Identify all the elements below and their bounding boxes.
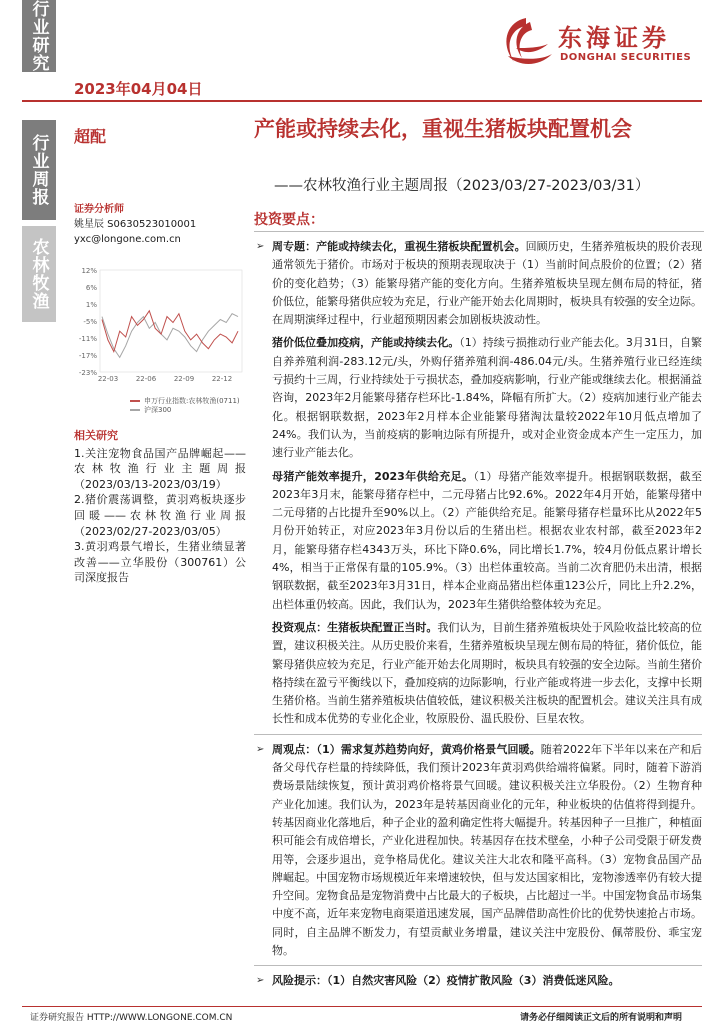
analyst-name: 姚星辰 S0630523010001	[74, 219, 197, 230]
paragraph-weekly-topic: ➢ 周专题：产能或持续去化，重视生猪板块配置机会。回顾历史，生猪养殖板块的股价表现通常领先于猪价。市场对于板块的预期表现取决于（1）当前时间点股价的位置；（2）猪价的变化趋势；（3）能繁母猪产能的变化方向。生猪养殖板块呈现左侧布局的特征，猪价低位，能繁母猪供应较为充足，行业产能开始去化周期时，板块具有较强的安全边际。在周期演绎过程中，行业超预期因素会加剧板块波动性。	[254, 238, 702, 329]
y-tick-label: -5%	[83, 318, 97, 326]
header-divider	[22, 100, 702, 102]
paragraph-capacity: 猪价低位叠加疫病，产能或持续去化。（1）持续亏损推动行业产能去化。3月31日，自繁自养养殖利润-283.12元/头，外购仔猪养殖利润-486.04元/头。生猪养殖行业已经连续亏损约十三周，行业持续处于亏损状态，叠加疫病影响，行业产能或继续去化。根据涌益咨询，2023年2月能繁母猪存栏环比-1.84%，降幅有所扩大。（2）疫病加速行业产能去化。根据钢联数据，2023年2月样本企业能繁母猪淘汰量较2022年10月低点增加了24%。我们认为，当前疫病的影响边际有所提升，或对企业资金成本产生一定压力，加速行业产能去化。	[272, 336, 702, 460]
x-tick-label: 22-12	[211, 375, 233, 383]
report-title: 产能或持续去化，重视生猪板块配置机会	[254, 117, 632, 141]
legend-label-agri: 申万行业指数:农林牧渔(0711)	[144, 397, 240, 405]
related-heading: 相关研究	[74, 429, 118, 442]
analyst-heading: 证券分析师	[74, 204, 124, 215]
analyst-email[interactable]: yxc@longone.com.cn	[74, 234, 181, 245]
footer-divider	[22, 1006, 702, 1007]
paragraph-risk: ➢ 风险提示：（1）自然灾害风险（2）疫情扩散风险（3）消费低迷风险。	[254, 972, 702, 990]
related-item[interactable]: 2.猪价震荡调整，黄羽鸡板块逐步回暖——农林牧渔行业周报（2023/02/27-2023/03/05）	[74, 493, 246, 538]
x-tick-label: 22-06	[135, 375, 157, 383]
paragraph-weekly-view: ➢ 周观点：（1）需求复苏趋势向好，黄鸡价格景气回暖。随着2022年下半年以来在产和后备父母代存栏量的持续降低，我们预计2023年黄羽鸡供给端将偏紧。同时，随着下游消费场景陆续恢复，预计黄羽鸡价格将景气回暖。建议积极关注立华股份。（2）生物育种产业化加速。我们认为，2023年是转基因商业化的元年，种业板块的估值将得到提升。转基因商业化落地后，种子企业的盈利确定性将大幅提升。转基因种子一旦推广，种植面积可能会有成倍增长，产业化进程加快。转基因存在技术壁垒，小种子公司受限于研发费用等，会逐步退出，竞争格局优化。建议关注大北农和隆平高科。（3）宠物食品国产品牌崛起。中国宠物市场规模近年来增速较快，但与发达国家相比，宠物渗透率仍有较大提升空间。宠物食品是宠物消费中占比最大的子板块，占比超过一半。中国宠物食品市场集中度不高，近年来宠物电商渠道迅速发展，国产品牌借助高性价比的优势快速抢占市场。同时，自主品牌不断发力，有望贡献业务增量，建议关注中宠股份、佩蒂股份、乖宝宠物。	[254, 741, 702, 961]
x-tick-label: 22-03	[97, 375, 119, 383]
series-line-agri	[102, 311, 238, 352]
tag-industry-weekly: 行业周报	[22, 120, 56, 220]
legend-item-hs300	[130, 405, 171, 415]
logo-wave-icon	[496, 14, 556, 74]
legend-label-hs300: 沪深300	[144, 406, 172, 414]
report-subtitle: ——农林牧渔行业主题周报（2023/03/27-2023/03/31）	[274, 178, 650, 194]
y-tick-label: 6%	[85, 284, 97, 292]
tag-industry-research: 行业研究	[22, 0, 56, 72]
index-performance-chart	[74, 264, 246, 414]
key-points-heading: 投资要点：	[254, 212, 324, 228]
y-tick-label: -11%	[78, 335, 97, 343]
footer-website[interactable]: 证券研究报告 HTTP://WWW.LONGONE.COM.CN	[30, 1013, 233, 1023]
related-research	[74, 428, 246, 586]
legend-swatch-agri	[130, 400, 140, 402]
key-points-divider	[254, 231, 704, 232]
main-content	[254, 238, 702, 996]
paragraph-supply: 母猪产能效率提升，2023年供给充足。（1）母猪产能效率提升。根据钢联数据，截至2023年3月末，能繁母猪存栏中，二元母猪占比92.6%。2022年4月开始，能繁母猪中二元母猪的占比提升至90%以上。（2）产能供给充足。能繁母猪存栏量环比从2022年5月份开始转正，对应2023年3月份以后的生猪出栏。根据农业农村部，截至2023年2月，能繁母猪存栏4343万头，环比下降0.6%，同比增长1.7%，较4月份低点累计增长4%，相当于正常保有量的105.9%。（3）出栏体重较高。当前二次育肥仍未出清，根据钢联数据，截至2023年3月31日，样本企业商品猪出栏体重123公斤，同比上升2.2%，出栏体重仍较高。因此，我们认为，2023年生猪供给整体较为充足。	[272, 469, 702, 611]
legend-swatch-hs300	[130, 409, 140, 411]
y-tick-label: -23%	[78, 369, 97, 377]
report-date: 2023年04月04日	[74, 80, 203, 98]
analyst-block	[74, 202, 246, 247]
related-item[interactable]: 1.关注宠物食品国产品牌崛起——农林牧渔行业主题周报（2023/03/13-2023/03/19）	[74, 446, 246, 491]
logo-chinese-name: 东海证券	[558, 23, 670, 52]
series-line-hs300	[102, 314, 238, 358]
y-tick-label: -17%	[78, 352, 97, 360]
related-item[interactable]: 3.黄羽鸡景气增长，生猪业绩显著改善——立华股份（300761）公司深度报告	[74, 540, 246, 585]
logo-english-name: DONGHAI SECURITIES	[560, 52, 692, 63]
chart-canvas	[74, 264, 246, 414]
industry-rating: 超配	[74, 127, 107, 146]
paragraph-investment-view: 投资观点：生猪板块配置正当时。我们认为，目前生猪养殖板块处于风险收益比较高的位置，建议积极关注。从历史股价来看，生猪养殖板块呈现左侧布局的特征，猪价低位，能繁母猪供应较为充足，行业产能开始去化周期时，板块具有较强的安全边际。当前生猪价格持续在盈亏平衡线以下，叠加疫病的边际影响，行业产能或将进一步去化，支撑中长期生猪价格。当前生猪养殖板块估值较低，建议积极关注板块的配置机会。建议关注具有成长性和成本优势的专业化企业，牧原股份、温氏股份、巨星农牧。	[272, 620, 703, 726]
x-tick-label: 22-09	[173, 375, 195, 383]
footer-disclaimer: 请务必仔细阅读正文后的所有说明和声明	[520, 1013, 683, 1023]
section-divider	[254, 965, 702, 966]
company-logo	[496, 14, 696, 78]
section-divider	[254, 734, 702, 735]
tag-agriculture: 农林牧渔	[22, 226, 56, 322]
y-tick-label: 12%	[81, 267, 97, 275]
y-tick-label: 1%	[85, 301, 97, 309]
